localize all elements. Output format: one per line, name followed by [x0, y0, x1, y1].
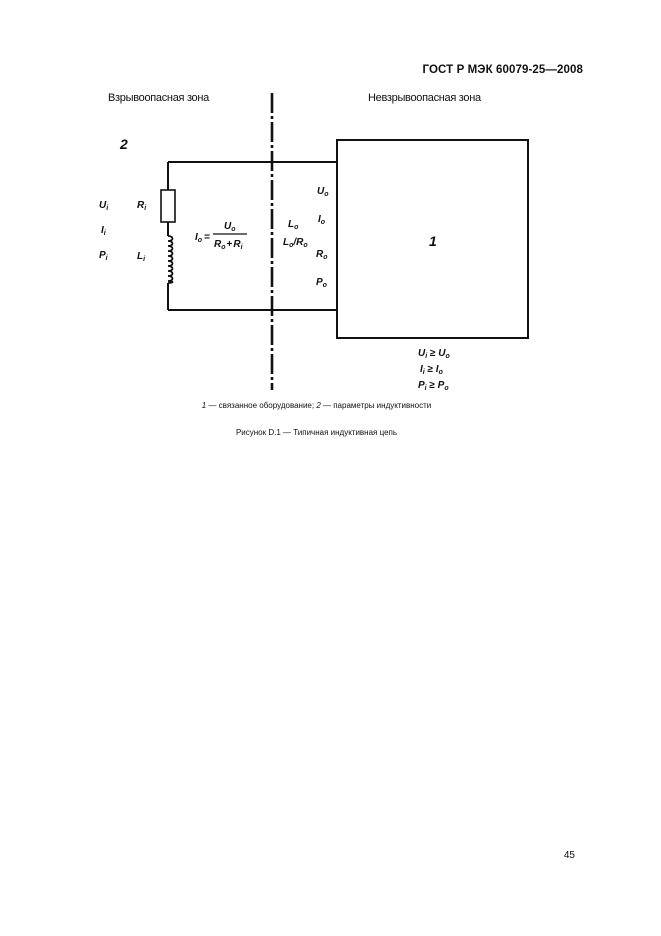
condition-i: $I_i \ge I_o$ [420, 364, 443, 376]
hazardous-zone-label: Взрывоопасная зона [108, 92, 209, 104]
param-io: $I_o$ [318, 214, 326, 226]
non-hazardous-zone-label: Невзрывоопасная зона [368, 92, 481, 104]
callout-2: 2 [120, 136, 128, 152]
page-number: 45 [563, 850, 575, 861]
param-po: $P_o$ [316, 277, 327, 289]
callout-1: 1 [429, 233, 437, 249]
param-uo: $U_o$ [317, 186, 329, 198]
condition-p: $P_i \ge P_o$ [418, 380, 449, 392]
svg-text:Io=: $I_o$ = [195, 232, 210, 244]
figure-caption: Рисунок D.1 — Типичная индуктивная цепь [235, 428, 398, 437]
circuit-wires [168, 162, 337, 310]
param-ui: $U_i$ [99, 200, 109, 212]
resistor-symbol [161, 190, 175, 222]
param-ri: $R_i$ [137, 200, 147, 212]
param-lo-ro: $L_o/R_o$ [283, 237, 308, 249]
figure-legend: 1 — связанное оборудование; 2 — параметры индуктивности [201, 401, 432, 410]
inductor-symbol [168, 236, 173, 283]
param-pi: $P_i$ [99, 250, 108, 262]
condition-u: $U_i \ge U_o$ [418, 348, 450, 360]
param-lo: $L_o$ [288, 219, 299, 231]
standard-header: ГОСТ Р МЭК 60079-25—2008 [422, 64, 583, 76]
svg-text:Uo: $U_o$ [224, 221, 236, 233]
param-ro: $R_o$ [316, 249, 328, 261]
io-formula [195, 221, 247, 251]
param-ii: $I_i$ [101, 225, 106, 237]
svg-text:Ro+Ri: $R_o+R_i$ [214, 239, 243, 251]
param-li: $L_i$ [137, 251, 146, 263]
